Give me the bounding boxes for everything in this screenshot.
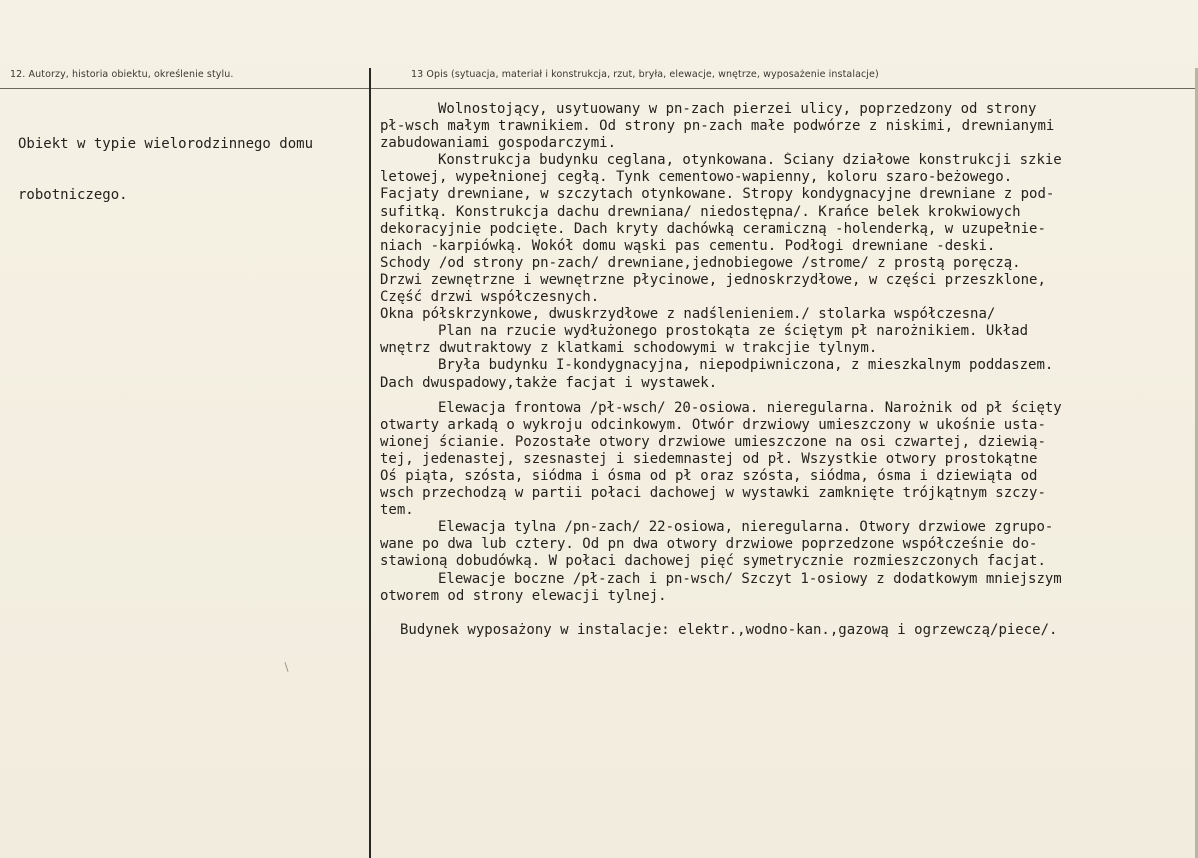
description-line: otworem od strony elewacji tylnej. xyxy=(380,587,667,604)
field-12-label: 12. Autorzy, historia obiektu, określenie stylu. xyxy=(10,69,234,80)
description-line: wane po dwa lub cztery. Od pn dwa otwory drzwiowe poprzedzone współcześnie do- xyxy=(380,536,1038,553)
description-line: Część drzwi współczesnych. xyxy=(380,289,600,306)
column-divider xyxy=(369,68,371,858)
description-line: sufitką. Konstrukcja dachu drewniana/ niedostępna/. Krańce belek krokwiowych xyxy=(380,203,1021,220)
description-line: Bryła budynku I-kondygnacyjna, niepodpiwniczona, z mieszkalnym poddaszem. xyxy=(438,357,1054,374)
description-line: dekoracyjnie podcięte. Dach kryty dachówką ceramiczną -holenderką, w uzupełnie- xyxy=(380,220,1046,237)
description-line: Konstrukcja budynku ceglana, otynkowana. Ściany działowe konstrukcji szkie xyxy=(438,152,1062,169)
description-line: wsch przechodzą w partii połaci dachowej w wystawki zamknięte trójkątnym szczy- xyxy=(380,485,1046,502)
description-line: tem. xyxy=(380,502,414,519)
description-line: Plan na rzucie wydłużonego prostokąta ze ściętym pł narożnikiem. Układ xyxy=(438,323,1029,340)
description-line: wionej ścianie. Pozostałe otwory drzwiowe umieszczone na osi czwartej, dziewią- xyxy=(380,433,1046,450)
authors-history-text xyxy=(18,101,313,239)
description-line: Elewacja tylna /pn-zach/ 22-osiowa, nieregularna. Otwory drzwiowe zgrupo- xyxy=(438,519,1054,536)
description-line: letowej, wypełnionej cegłą. Tynk cementowo-wapienny, koloru szaro-beżowego. xyxy=(380,169,1013,186)
description-line: Facjaty drewniane, w szczytach otynkowane. Stropy kondygnacyjne drewniane z pod- xyxy=(380,186,1055,203)
header-rule xyxy=(0,88,1198,89)
field-13-label: 13 Opis (sytuacja, materiał i konstrukcja, rzut, bryła, elewacje, wnętrze, wyposażenie instalacje) xyxy=(411,69,879,80)
description-line: Schody /od strony pn-zach/ drewniane,jednobiegowe /strome/ z prostą poręczą. xyxy=(380,254,1021,271)
description-line: Okna półskrzynkowe, dwuskrzydłowe z nadślenieniem./ stolarka współczesna/ xyxy=(380,306,996,323)
description-line: wnętrz dwutraktowy z klatkami schodowymi w trakcjie tylnym. xyxy=(380,340,878,357)
description-line: Wolnostojący, usytuowany w pn-zach pierzei ulicy, poprzedzony od strony xyxy=(438,101,1037,117)
description-line: otwarty arkadą o wykroju odcinkowym. Otwór drzwiowy umieszczony w ukośnie usta- xyxy=(380,416,1046,433)
description-line: zabudowaniami gospodarczymi. xyxy=(380,135,617,152)
installations-line: Budynek wyposażony w instalacje: elektr.,wodno-kan.,gazową i ogrzewczą/piece/. xyxy=(400,621,1058,638)
pencil-mark xyxy=(284,662,288,672)
description-line: tej, jedenastej, szesnastej i siedemnastej od pł. Wszystkie otwory prostokątne xyxy=(380,450,1038,467)
left-line: Obiekt w typie wielorodzinnego domu xyxy=(18,135,314,152)
description-line: stawioną dobudówką. W połaci dachowej pięć symetrycznie rozmieszczonych facjat. xyxy=(380,553,1046,570)
description-line: niach -karpiówką. Wokół domu wąski pas cementu. Podłogi drewniane -deski. xyxy=(380,237,996,254)
description-line: Oś piąta, szósta, siódma i ósma od pł oraz szósta, siódma, ósma i dziewiąta od xyxy=(380,467,1038,484)
description-line: Elewacje boczne /pł-zach i pn-wsch/ Szczyt 1-osiowy z dodatkowym mniejszym xyxy=(438,570,1062,587)
description-line: Dach dwuspadowy,także facjat i wystawek. xyxy=(380,374,718,391)
left-line: robotniczego. xyxy=(18,187,128,204)
description-text xyxy=(380,101,1195,639)
description-line: pł-wsch małym trawnikiem. Od strony pn-zach małe podwórze z niskimi, drewnianymi xyxy=(380,118,1055,135)
description-line: Drzwi zewnętrzne i wewnętrzne płycinowe, jednoskrzydłowe, w części przeszklone, xyxy=(380,271,1046,288)
description-line: Elewacja frontowa /pł-wsch/ 20-osiowa. nieregularna. Narożnik od pł ścięty xyxy=(438,399,1062,416)
